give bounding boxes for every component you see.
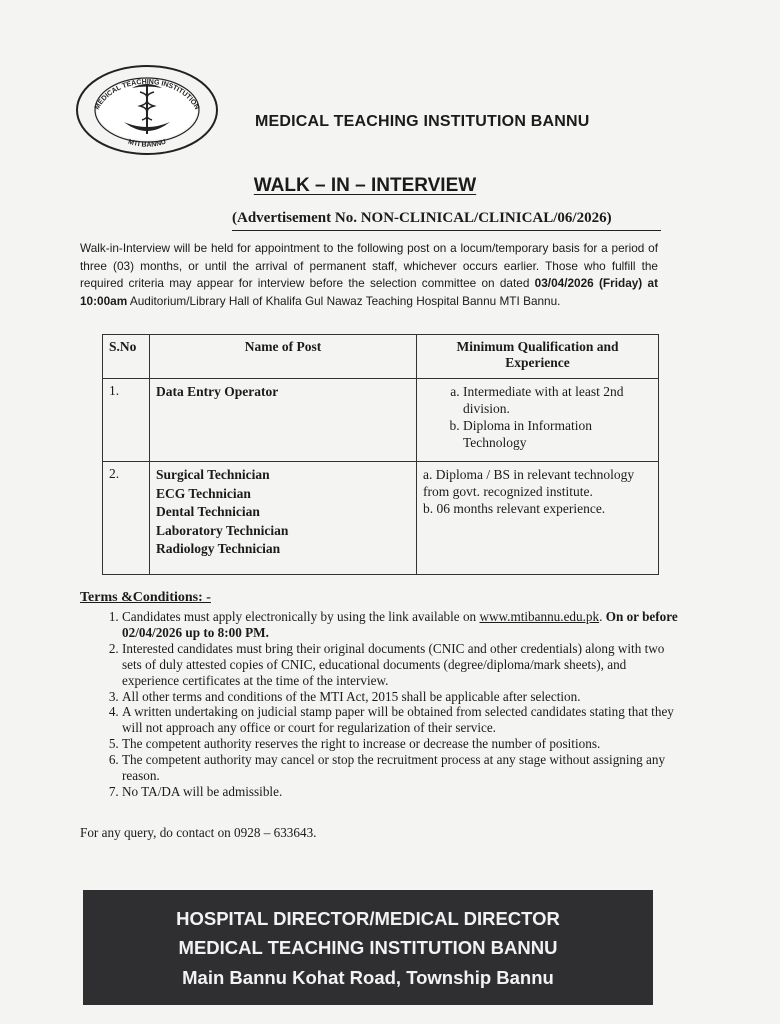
footer-line-3: Main Bannu Kohat Road, Township Bannu <box>182 967 554 988</box>
footer-line-1: HOSPITAL DIRECTOR/MEDICAL DIRECTOR <box>176 908 560 929</box>
row-qualification <box>417 379 659 462</box>
terms-item: 6. The competent authority may cancel or stop the recruitment process at any stage without assigning any reason. <box>122 752 682 784</box>
terms-item: 5. The competent authority reserves the right to increase or decrease the number of positions. <box>122 736 682 752</box>
terms-item: 2. Interested candidates must bring their original documents (CNIC and other credentials) along with two sets of duly attested copies of CNIC, educational documents (degree/diploma/mark sheets), and experience certificates at the time of the interview. <box>122 641 682 689</box>
row-qualification <box>417 462 659 575</box>
header-name-of-post: Name of Post <box>150 335 417 379</box>
row-posts <box>150 462 417 575</box>
terms-item <box>122 609 682 641</box>
row-posts <box>150 379 417 462</box>
terms-item: 4. A written undertaking on judicial stamp paper will be obtained from selected candidates stating that they will not approach any office or court for regularization of their service. <box>122 704 682 736</box>
main-title-wrap <box>0 175 780 197</box>
main-title: WALK – IN – INTERVIEW <box>253 175 477 196</box>
header-qualification: Minimum Qualification and Experience <box>417 335 659 379</box>
qualification-item: a. Intermediate with at least 2nd division. <box>463 383 652 417</box>
post-name: Radiology Technician <box>156 541 281 556</box>
qualification-list <box>423 383 652 451</box>
intro-text-after: Auditorium/Library Hall of Khalifa Gul Nawaz Teaching Hospital Bannu MTI Bannu. <box>129 293 561 308</box>
qualification-item: b. 06 months relevant experience. <box>423 501 606 516</box>
application-deadline: On or before 02/04/2026 up to 8:00 PM. <box>122 609 678 640</box>
organization-title: MEDICAL TEACHING INSTITUTION BANNU <box>255 113 590 130</box>
advertisement-number: (Advertisement No. NON-CLINICAL/CLINICAL/06/2026) <box>232 210 612 226</box>
post-name: Data Entry Operator <box>156 384 279 399</box>
intro-text-before: Walk-in-Interview will be held for appointment to the following post on a locum/temporary basis for a period of three (03) months, or until the arrival of permanent staff, whichever occurs earlier. Those who fulfill the required criteria may appear for interview before the selection committee on dated <box>80 241 658 290</box>
row-sno: 2. <box>103 462 150 575</box>
post-name: Laboratory Technician <box>156 522 289 538</box>
divider-rule <box>232 230 661 231</box>
footer-banner <box>83 890 653 1005</box>
logo-text-bottom: MTI BANNU <box>127 138 167 149</box>
header-sno: S.No <box>103 335 150 379</box>
terms-item-text: Candidates must apply electronically by using the link available on <box>122 609 477 624</box>
posts-table <box>102 334 659 575</box>
table-row <box>103 379 659 462</box>
intro-paragraph <box>80 240 658 310</box>
mti-logo <box>74 64 220 156</box>
svg-text:MTI BANNU <box>127 139 167 149</box>
terms-item: 7. No TA/DA will be admissible. <box>122 784 682 800</box>
contact-query: For any query, do contact on 0928 – 633643. <box>80 825 317 840</box>
terms-item-punct: . <box>599 609 603 624</box>
qualification-item: b. Diploma in Information Technology <box>463 417 652 451</box>
row-sno: 1. <box>103 379 150 462</box>
terms-list <box>100 609 682 800</box>
interview-date: 03/04/2026 (Friday) at 10:00am <box>80 276 658 308</box>
terms-heading: Terms &Conditions: - <box>80 590 211 605</box>
website-link[interactable]: www.mtibannu.edu.pk <box>479 609 600 624</box>
logo-text-top: MEDICAL TEACHING INSTITUTION <box>93 78 201 111</box>
terms-item: 3. All other terms and conditions of the MTI Act, 2015 shall be applicable after selection. <box>122 689 682 705</box>
post-name: Surgical Technician <box>156 467 270 482</box>
footer-line-2: MEDICAL TEACHING INSTITUTION BANNU <box>178 937 558 958</box>
post-name: Dental Technician <box>156 504 260 519</box>
table-header-row <box>103 335 659 379</box>
table-row <box>103 462 659 575</box>
post-name: ECG Technician <box>156 485 251 501</box>
qualification-item: a. Diploma / BS in relevant technology from govt. recognized institute. <box>423 467 635 499</box>
